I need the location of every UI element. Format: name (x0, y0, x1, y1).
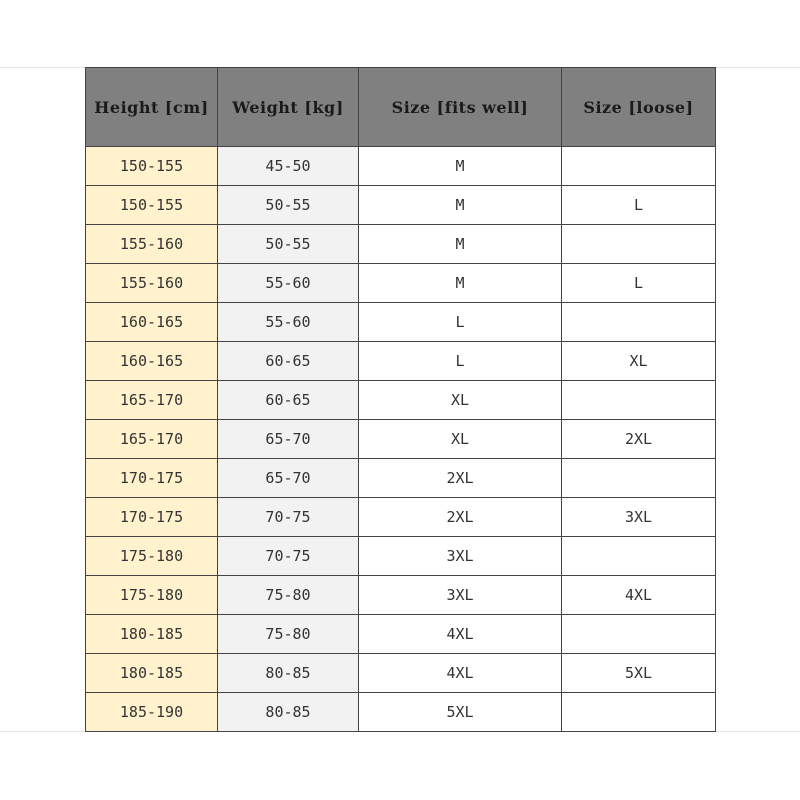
fit-size-cell: 2XL (359, 459, 562, 498)
height-cell: 150-155 (86, 147, 218, 186)
header-row (86, 68, 716, 147)
height-cell: 170-175 (86, 459, 218, 498)
fit-size-cell: M (359, 147, 562, 186)
weight-cell: 65-70 (218, 420, 359, 459)
table-row (86, 264, 716, 303)
table-row (86, 420, 716, 459)
weight-cell: 55-60 (218, 303, 359, 342)
weight-cell: 80-85 (218, 693, 359, 732)
loose-size-cell: 5XL (562, 654, 716, 693)
loose-size-cell: XL (562, 342, 716, 381)
table-row (86, 537, 716, 576)
table-row (86, 615, 716, 654)
table-row (86, 693, 716, 732)
height-cell: 160-165 (86, 342, 218, 381)
fit-size-cell: M (359, 186, 562, 225)
table-row (86, 186, 716, 225)
weight-cell: 80-85 (218, 654, 359, 693)
loose-size-cell (562, 147, 716, 186)
fit-size-cell: 3XL (359, 576, 562, 615)
loose-size-cell: 3XL (562, 498, 716, 537)
table-row (86, 498, 716, 537)
height-cell: 175-180 (86, 576, 218, 615)
loose-size-cell (562, 225, 716, 264)
height-cell: 185-190 (86, 693, 218, 732)
height-cell: 175-180 (86, 537, 218, 576)
weight-cell: 75-80 (218, 615, 359, 654)
table-row (86, 342, 716, 381)
fit-size-cell: XL (359, 381, 562, 420)
loose-size-cell (562, 459, 716, 498)
height-cell: 180-185 (86, 654, 218, 693)
weight-cell: 50-55 (218, 186, 359, 225)
weight-cell: 50-55 (218, 225, 359, 264)
fit-size-cell: 5XL (359, 693, 562, 732)
weight-cell: 70-75 (218, 537, 359, 576)
table-row (86, 147, 716, 186)
weight-cell: 60-65 (218, 381, 359, 420)
loose-size-cell: 2XL (562, 420, 716, 459)
table-row (86, 576, 716, 615)
height-cell: 155-160 (86, 264, 218, 303)
table-row (86, 225, 716, 264)
fit-size-cell: 3XL (359, 537, 562, 576)
weight-cell: 65-70 (218, 459, 359, 498)
height-cell: 165-170 (86, 381, 218, 420)
fit-size-cell: XL (359, 420, 562, 459)
table-body (86, 147, 716, 732)
table-row (86, 303, 716, 342)
loose-size-cell: L (562, 264, 716, 303)
table-row (86, 654, 716, 693)
fit-size-cell: M (359, 264, 562, 303)
table-row (86, 381, 716, 420)
fit-size-cell: L (359, 342, 562, 381)
weight-cell: 60-65 (218, 342, 359, 381)
loose-size-cell (562, 615, 716, 654)
loose-size-cell (562, 381, 716, 420)
weight-column-header: Weight [kg] (218, 68, 359, 147)
height-cell: 160-165 (86, 303, 218, 342)
height-cell: 155-160 (86, 225, 218, 264)
fit-size-cell: 4XL (359, 654, 562, 693)
loose-size-cell (562, 303, 716, 342)
loose-size-cell: 4XL (562, 576, 716, 615)
loose-size-cell: L (562, 186, 716, 225)
weight-cell: 75-80 (218, 576, 359, 615)
loose-size-cell (562, 537, 716, 576)
height-cell: 170-175 (86, 498, 218, 537)
fit-size-cell: 4XL (359, 615, 562, 654)
height-cell: 180-185 (86, 615, 218, 654)
loose-size-cell (562, 693, 716, 732)
fit-size-column-header: Size [fits well] (359, 68, 562, 147)
height-cell: 165-170 (86, 420, 218, 459)
table-row (86, 459, 716, 498)
fit-size-cell: 2XL (359, 498, 562, 537)
weight-cell: 55-60 (218, 264, 359, 303)
weight-cell: 70-75 (218, 498, 359, 537)
size-chart-table (85, 67, 716, 732)
loose-size-column-header: Size [loose] (562, 68, 716, 147)
height-cell: 150-155 (86, 186, 218, 225)
height-column-header: Height [cm] (86, 68, 218, 147)
fit-size-cell: L (359, 303, 562, 342)
weight-cell: 45-50 (218, 147, 359, 186)
fit-size-cell: M (359, 225, 562, 264)
table-header (86, 68, 716, 147)
